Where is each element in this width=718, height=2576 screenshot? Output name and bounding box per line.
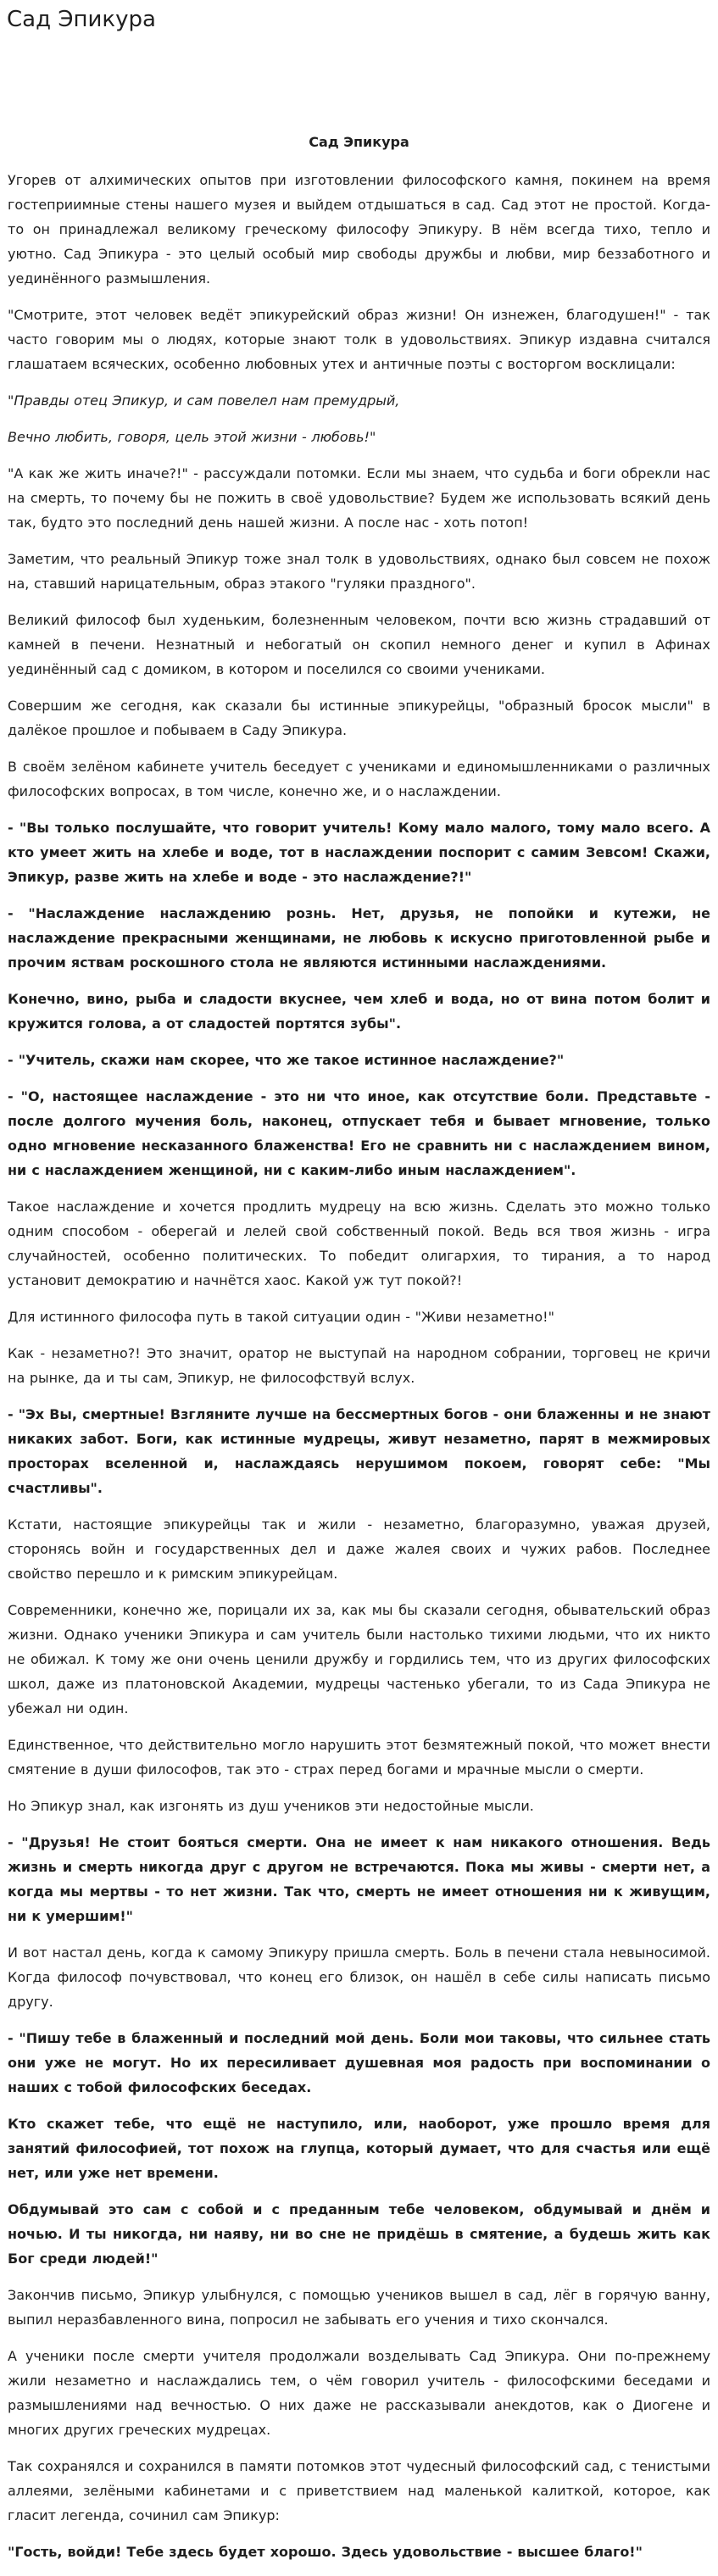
article-body: [8, 168, 710, 2576]
paragraph: В своём зелёном кабинете учитель беседует с учениками и единомышленниками о различных философских вопросах, в том числе, конечно же, и о наслаждении.: [8, 759, 710, 799]
paragraph: Такое наслаждение и хочется продлить мудрецу на всю жизнь. Сделать это можно только одним способом - оберегай и лелей свой собственный покой. Ведь вся твоя жизнь - игра случайностей, особенно политических. То победит олигархия, то тирания, а то народ установит демократию и начнётся хаос. Какой уж тут покой?!: [8, 1199, 710, 1288]
paragraph: "Правды отец Эпикур, и сам повелел нам премудрый,: [8, 392, 400, 409]
paragraph: Современники, конечно же, порицали их за, как мы бы сказали сегодня, обывательский образ жизни. Однако ученики Эпикура и сам учитель были настолько тихими людьми, что их никто не обижал. К тому же они очень ценили дружбу и гордились тем, что из других философских школ, даже из платоновской Академии, мудрецы частенько убегали, то из Сада Эпикура не убежал ни один.: [8, 1602, 710, 1716]
paragraph: Вечно любить, говоря, цель этой жизни - любовь!": [8, 429, 376, 445]
paragraph: И вот настал день, когда к самому Эпикуру пришла смерть. Боль в печени стала невыносимой. Когда философ почувствовал, что конец его близок, он нашёл в себе силы написать письмо другу.: [8, 1945, 710, 2010]
paragraph: - "Друзья! Не стоит бояться смерти. Она не имеет к нам никакого отношения. Ведь жизнь и смерть никогда друг с другом не встречаются. Пока мы живы - смерти нет, а когда мы мертвы - то нет жизни. Так что, смерть не имеет отношения ни к живущим, ни к умершим!": [8, 1834, 710, 1924]
paragraph: Обдумывай это сам с собой и с преданным тебе человеком, обдумывай и днём и ночью. И ты никогда, ни наяву, ни во сне не придёшь в смятение, а будешь жить как Бог среди людей!": [8, 2201, 710, 2267]
paragraph: Как - незаметно?! Это значит, оратор не выступай на народном собрании, торговец не кричи на рынке, да и ты сам, Эпикур, не философствуй вслух.: [8, 1345, 710, 1386]
paragraph: Единственное, что действительно могло нарушить этот безмятежный покой, что может внести смятение в души философов, так это - страх перед богами и мрачные мысли о смерти.: [8, 1737, 710, 1778]
paragraph: Совершим же сегодня, как сказали бы истинные эпикурейцы, "образный бросок мысли" в далёкое прошлое и побываем в Саду Эпикура.: [8, 698, 710, 738]
paragraph: - "О, настоящее наслаждение - это ни что иное, как отсутствие боли. Представьте - после долгого мучения боль, наконец, отпускает тебя и бывает мгновение, только одно мгновение несказанного блаженства! Его не сравнить ни с наслаждением вином, ни с наслаждением женщиной, ни с каким-либо иным наслаждением".: [8, 1088, 710, 1178]
paragraph: Для истинного философа путь в такой ситуации один - "Живи незаметно!": [8, 1309, 554, 1325]
article-title: Сад Эпикура: [309, 134, 409, 150]
paragraph: Конечно, вино, рыба и сладости вкуснее, чем хлеб и вода, но от вина потом болит и кружится голова, а от сладостей портятся зубы".: [8, 991, 710, 1032]
paragraph: "Гость, войди! Тебе здесь будет хорошо. Здесь удовольствие - высшее благо!": [8, 2544, 643, 2560]
paragraph: "Смотрите, этот человек ведёт эпикурейский образ жизни! Он изнежен, благодушен!" - так часто говорим мы о людях, которые знают толк в удовольствиях. Эпикур издавна считался глашатаем всяческих, особенно любовных утех и античные поэты с восторгом восклицали:: [8, 307, 710, 372]
paragraph: Угорев от алхимических опытов при изготовлении философского камня, покинем на время гостеприимные стены нашего музея и выйдем отдышаться в сад. Сад этот не простой. Когда-то он принадлежал великому греческому философу Эпикуру. В нём всегда тихо, тепло и уютно. Сад Эпикура - это целый особый мир свободы дружбы и любви, мир беззаботного и уединённого размышления.: [8, 172, 710, 287]
paragraph: Заметим, что реальный Эпикур тоже знал толк в удовольствиях, однако был совсем не похож на, ставший нарицательным, образ этакого "гуляки праздного".: [8, 551, 710, 592]
paragraph: - "Учитель, скажи нам скорее, что же такое истинное наслаждение?": [8, 1052, 565, 1068]
paragraph: Великий философ был худеньким, болезненным человеком, почти всю жизнь страдавший от камней в печени. Незнатный и небогатый он скопил немного денег и купил в Афинах уединённый сад с домиком, в котором и поселился со своими учениками.: [8, 612, 710, 677]
paragraph: "А как же жить иначе?!" - рассуждали потомки. Если мы знаем, что судьба и боги обрекли нас на смерть, то почему бы не пожить в своё удовольствие? Будем же использовать всякий день так, будто это последний день нашей жизни. А после нас - хоть потоп!: [8, 465, 710, 531]
paragraph: - "Наслаждение наслаждению рознь. Нет, друзья, не попойки и кутежи, не наслаждение прекрасными женщинами, не любовь к искусно приготовленной рыбе и прочим яствам роскошного стола не являются истинными наслаждениями.: [8, 905, 710, 971]
page-title: Сад Эпикура: [7, 7, 156, 32]
paragraph: - "Вы только послушайте, что говорит учитель! Кому мало малого, тому мало всего. А кто умеет жить на хлебе и воде, тот в наслаждении поспорит с самим Зевсом! Скажи, Эпикур, разве жить на хлебе и воде - это наслаждение?!": [8, 820, 710, 885]
paragraph: Так сохранялся и сохранился в памяти потомков этот чудесный философский сад, с тенистыми аллеями, зелёными кабинетами и с приветствием над маленькой калиткой, которое, как гласит легенда, сочинил сам Эпикур:: [8, 2458, 710, 2523]
paragraph: Кстати, настоящие эпикурейцы так и жили - незаметно, благоразумно, уважая друзей, сторонясь войн и государственных дел и даже жалея своих и чужих рабов. Последнее свойство перешло и к римским эпикурейцам.: [8, 1516, 710, 1582]
paragraph: Кто скажет тебе, что ещё не наступило, или, наоборот, уже прошло время для занятий философией, тот похож на глупца, который думает, что для счастья или ещё нет, или уже нет времени.: [8, 2116, 710, 2181]
paragraph: - "Пишу тебе в блаженный и последний мой день. Боли мои таковы, что сильнее стать они уже не могут. Но их пересиливает душевная моя радость при воспоминании о наших с тобой философских беседах.: [8, 2030, 710, 2095]
paragraph: Закончив письмо, Эпикур улыбнулся, с помощью учеников вышел в сад, лёг в горячую ванну, выпил неразбавленного вина, попросил не забывать его учения и тихо скончался.: [8, 2287, 710, 2328]
paragraph: Но Эпикур знал, как изгонять из душ учеников эти недостойные мысли.: [8, 1798, 534, 1814]
paragraph: А ученики после смерти учителя продолжали возделывать Сад Эпикура. Они по-прежнему жили незаметно и наслаждались тем, о чём говорил учитель - философскими беседами и размышлениями над вечностью. О них даже не рассказывали анекдотов, как о Диогене и многих других греческих мудрецах.: [8, 2348, 710, 2438]
paragraph: - "Эх Вы, смертные! Взгляните лучше на бессмертных богов - они блаженны и не знают никаких забот. Боги, как истинные мудрецы, живут незаметно, парят в межмировых просторах вселенной и, наслаждаясь нерушимом покоем, говорят себе: "Мы счастливы".: [8, 1406, 710, 1496]
